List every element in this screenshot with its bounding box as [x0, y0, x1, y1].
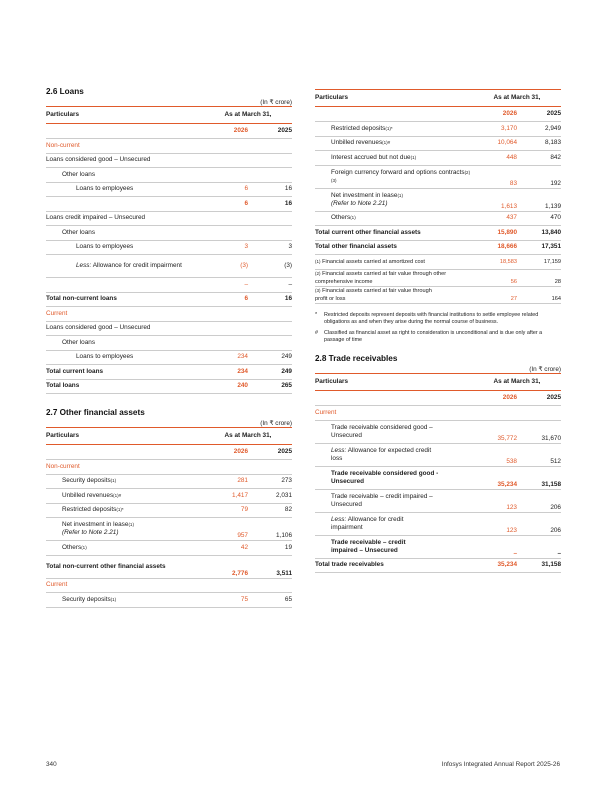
row-label: Other loans: [46, 336, 204, 351]
loans-title: 2.6 Loans: [46, 87, 84, 96]
value-2026: 18,666: [473, 240, 517, 255]
value-2026: 448: [473, 151, 517, 166]
ofa-unit: (In ₹ crore): [260, 420, 292, 427]
row-label: Security deposits$^{(1)}$: [46, 593, 204, 608]
value-2026: 10,064: [473, 136, 517, 151]
value-2025: 31,158: [517, 558, 561, 573]
row-label: Less: Allowance for expected credit loss: [315, 443, 473, 466]
row-label: $^{(3)}$ Financial assets carried at fair value through profit or loss: [315, 287, 473, 304]
footnote: * Restricted deposits represent deposits with financial institutions to settle employee related obligations as and when they arise during the normal course of business.: [315, 312, 539, 325]
row-label: Current: [315, 406, 473, 421]
loans-table: [46, 106, 292, 394]
value-2025: 249: [248, 350, 292, 365]
value-2025: 164: [517, 287, 561, 304]
row-label: Loans to employees: [46, 240, 204, 255]
value-2025: 273: [248, 474, 292, 489]
value-2026: 437: [473, 211, 517, 226]
row-label: Trade receivable – credit impaired – Unsecured: [315, 535, 473, 558]
tr-title: 2.8 Trade receivables: [315, 354, 398, 363]
col-header-particulars: Particulars: [315, 90, 473, 107]
year-2025: 2025: [517, 391, 561, 406]
row-label: Loans credit impaired – Unsecured: [46, 211, 204, 226]
value-2025: 13,840: [517, 226, 561, 241]
year-2025: 2025: [248, 445, 292, 460]
row-label: Other loans: [46, 168, 204, 183]
row-label: Foreign currency forward and options contracts$^{(2)(3)}$: [315, 165, 473, 188]
value-2025: 1,139: [517, 188, 561, 211]
value-2026: 6: [204, 292, 248, 307]
value-2025: 192: [517, 165, 561, 188]
year-2026: 2026: [204, 124, 248, 139]
row-label: Total trade receivables: [315, 558, 473, 573]
value-2025: 31,158: [517, 466, 561, 489]
value-2025: (3): [248, 255, 292, 278]
row-label: Current: [46, 307, 204, 322]
col-header-particulars: Particulars: [315, 374, 473, 391]
row-label: Other loans: [46, 226, 204, 241]
col-header-particulars: Particulars: [46, 428, 204, 445]
year-2026: 2026: [473, 107, 517, 122]
row-label: Unbilled revenues$^{(1)\#}$: [315, 136, 473, 151]
left-column: [46, 87, 292, 608]
col-header-asat: As at March 31,: [204, 107, 292, 124]
row-label: Others$^{(1)}$: [46, 541, 204, 556]
value-2026: 15,890: [473, 226, 517, 241]
row-label: Total non-current loans: [46, 292, 204, 307]
row-label: Loans to employees: [46, 350, 204, 365]
value-2025: 31,670: [517, 420, 561, 443]
col-header-asat: As at March 31,: [473, 374, 561, 391]
value-2026: 538: [473, 443, 517, 466]
value-2026: 35,234: [473, 558, 517, 573]
value-2026: 18,583: [473, 255, 517, 270]
value-2025: 249: [248, 365, 292, 380]
value-2025: 1,106: [248, 518, 292, 541]
row-label: Trade receivable considered good - Unsecured: [315, 466, 473, 489]
ofa-cont-table: [315, 89, 561, 304]
value-2025: –: [517, 535, 561, 558]
row-label: Trade receivable – credit impaired – Unsecured: [315, 489, 473, 512]
value-2026: 240: [204, 379, 248, 394]
row-label: Total current other financial assets: [315, 226, 473, 241]
value-2025: 470: [517, 211, 561, 226]
col-header-asat: As at March 31,: [473, 90, 561, 107]
value-2025: 16: [248, 182, 292, 197]
page-number: 340: [46, 761, 57, 768]
value-2025: 2,949: [517, 122, 561, 137]
value-2026: 281: [204, 474, 248, 489]
row-label: Total current loans: [46, 365, 204, 380]
value-2025: 206: [517, 489, 561, 512]
value-2025: 17,351: [517, 240, 561, 255]
row-label: Less: Allowance for credit impairment: [46, 255, 204, 278]
value-2026: 79: [204, 503, 248, 518]
tr-unit: (In ₹ crore): [529, 366, 561, 373]
value-2026: 1,417: [204, 489, 248, 504]
value-2026: 957: [204, 518, 248, 541]
value-2026: 42: [204, 541, 248, 556]
row-label: Security deposits$^{(1)}$: [46, 474, 204, 489]
row-label: Total other financial assets: [315, 240, 473, 255]
year-2026: 2026: [204, 445, 248, 460]
value-2026: 6: [204, 182, 248, 197]
value-2026: 234: [204, 350, 248, 365]
value-2026: 27: [473, 287, 517, 304]
col-header-asat: As at March 31,: [204, 428, 292, 445]
value-2026: 123: [473, 512, 517, 535]
value-2025: 65: [248, 593, 292, 608]
value-2026: 83: [473, 165, 517, 188]
value-2025: 3: [248, 240, 292, 255]
value-2025: 3,511: [248, 555, 292, 578]
row-label: Unbilled revenues$^{(1)\#}$: [46, 489, 204, 504]
value-2026: (3): [204, 255, 248, 278]
value-2025: 28: [517, 270, 561, 287]
row-label: Others$^{(1)}$: [315, 211, 473, 226]
row-label: $^{(1)}$ Financial assets carried at amortized cost: [315, 255, 473, 270]
report-title: Infosys Integrated Annual Report 2025-26: [441, 761, 560, 768]
value-2025: 16: [248, 292, 292, 307]
value-2026: 2,776: [204, 555, 248, 578]
col-header-particulars: Particulars: [46, 107, 204, 124]
value-2026: 3,170: [473, 122, 517, 137]
ofa-title: 2.7 Other financial assets: [46, 408, 145, 417]
row-label: Restricted deposits$^{(1)*}$: [46, 503, 204, 518]
year-2025: 2025: [248, 124, 292, 139]
value-2026: 234: [204, 365, 248, 380]
value-2026: 1,613: [473, 188, 517, 211]
value-2025: 265: [248, 379, 292, 394]
value-2025: 16: [248, 197, 292, 212]
value-2025: –: [248, 278, 292, 293]
row-label: Restricted deposits$^{(1)*}$: [315, 122, 473, 137]
value-2026: 35,772: [473, 420, 517, 443]
footnote: # Classified as financial asset as right to consideration is unconditional and is due only after a passage of time: [315, 330, 543, 343]
row-label: Net investment in lease$^{(1)}$ (Refer to Note 2.21): [46, 518, 204, 541]
row-label: Total loans: [46, 379, 204, 394]
value-2025: 842: [517, 151, 561, 166]
row-label: Net investment in lease$^{(1)}$ (Refer to Note 2.21): [315, 188, 473, 211]
value-2025: 19: [248, 541, 292, 556]
value-2025: 8,183: [517, 136, 561, 151]
value-2025: 206: [517, 512, 561, 535]
value-2026: 56: [473, 270, 517, 287]
value-2026: 75: [204, 593, 248, 608]
value-2025: 82: [248, 503, 292, 518]
tr-table: [315, 373, 561, 573]
row-label: Interest accrued but not due$^{(1)}$: [315, 151, 473, 166]
right-column: [315, 89, 561, 573]
row-label: Current: [46, 578, 204, 593]
ofa-table: [46, 427, 292, 608]
value-2026: 3: [204, 240, 248, 255]
year-2026: 2026: [473, 391, 517, 406]
loans-unit: (In ₹ crore): [260, 99, 292, 106]
value-2026: 123: [473, 489, 517, 512]
value-2025: 2,031: [248, 489, 292, 504]
value-2025: 512: [517, 443, 561, 466]
value-2026: –: [204, 278, 248, 293]
value-2026: –: [473, 535, 517, 558]
row-label: Loans to employees: [46, 182, 204, 197]
value-2025: 17,159: [517, 255, 561, 270]
row-label: Total non-current other financial assets: [46, 555, 204, 578]
row-label: $^{(2)}$ Financial assets carried at fair value through other comprehensive income: [315, 270, 473, 287]
row-label: Less: Allowance for credit impairment: [315, 512, 473, 535]
row-label: Loans considered good – Unsecured: [46, 321, 204, 336]
row-label: Loans considered good – Unsecured: [46, 153, 204, 168]
value-2026: 35,234: [473, 466, 517, 489]
row-label: Trade receivable considered good – Unsecured: [315, 420, 473, 443]
year-2025: 2025: [517, 107, 561, 122]
value-2026: 6: [204, 197, 248, 212]
row-label: Non-current: [46, 460, 204, 475]
row-label: Non-current: [46, 139, 204, 154]
